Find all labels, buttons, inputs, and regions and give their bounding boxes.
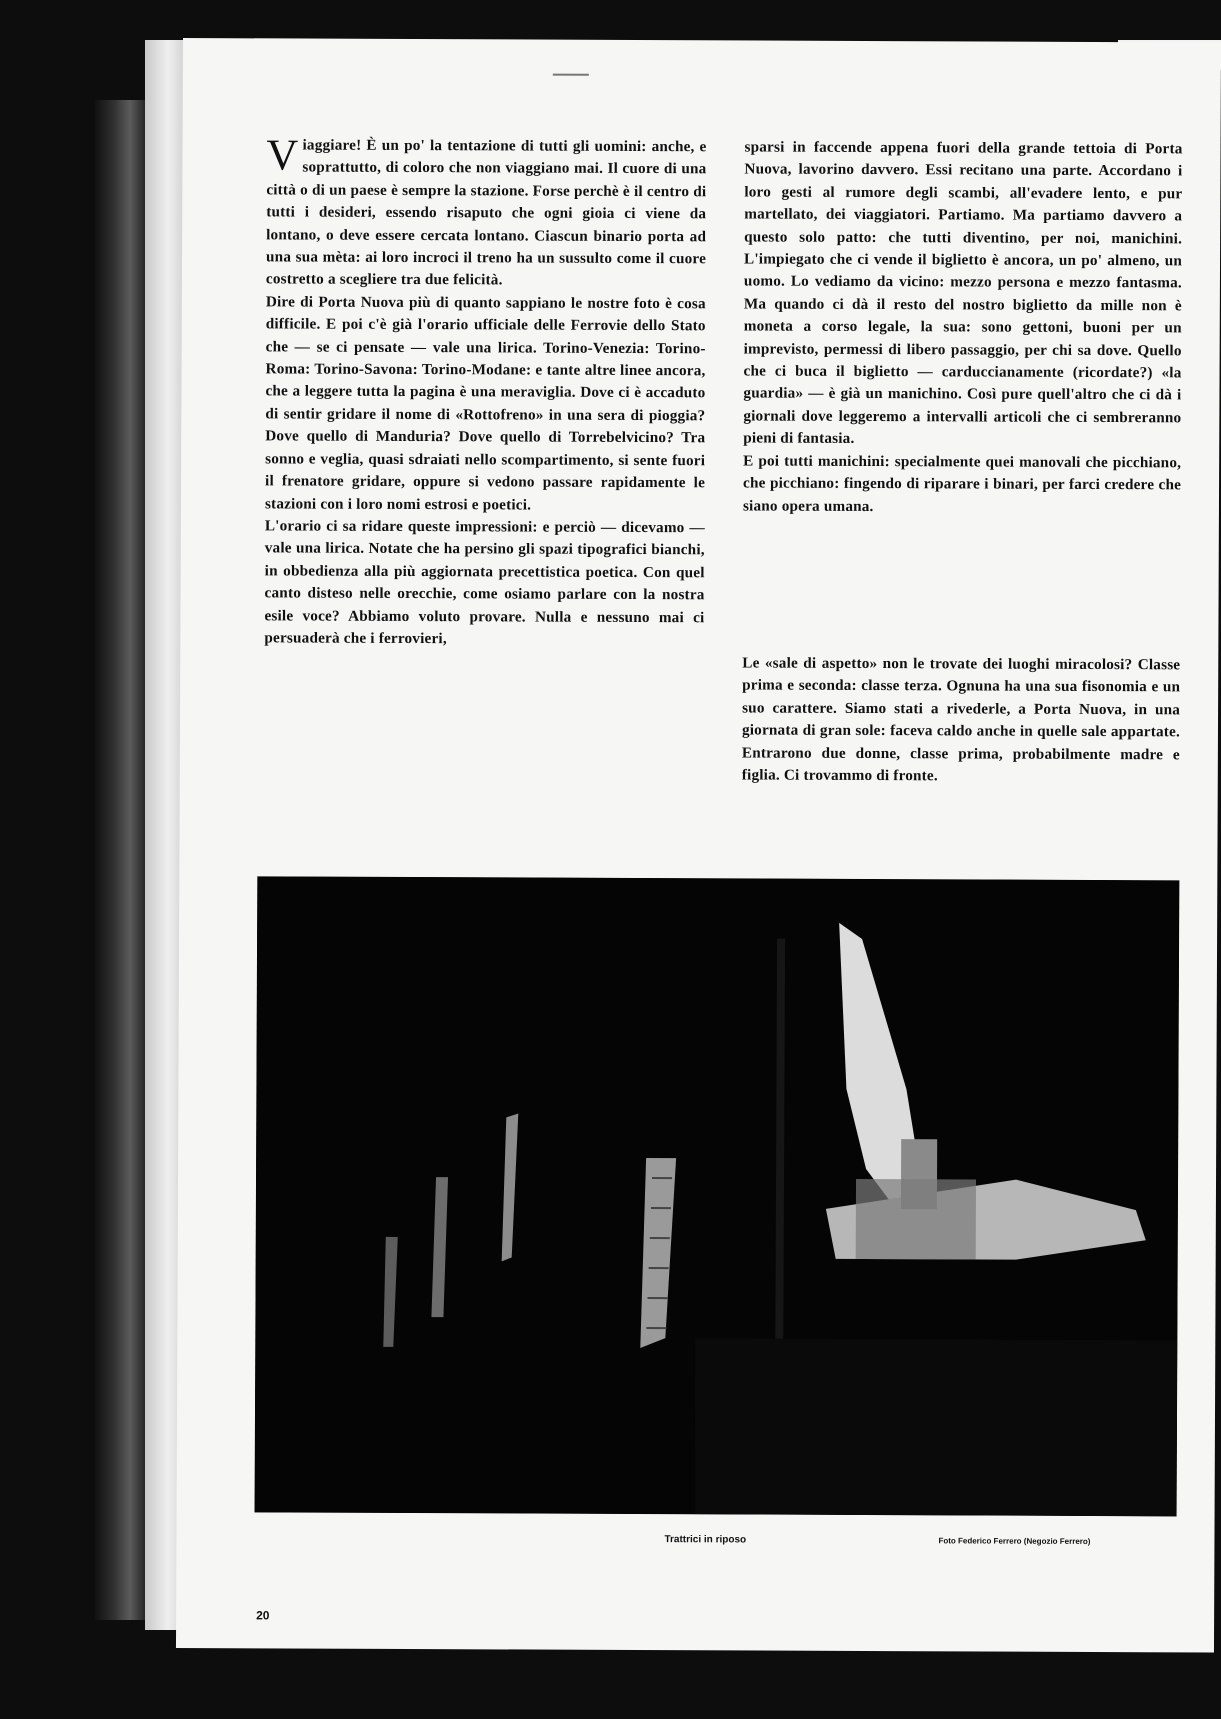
paragraph-1-text: iaggiare! È un po' la tentazione di tutti gli uomini: anche, e soprattutto, di coloro che non viaggiano mai. Il cuore di una città o di un paese è sempre la stazione. Forse perchè è il centro di tutti i desideri, essendo risaputo che ogni gioia ci viene da lontano, o deve essere cercata lontano. Ciascun binario porta ad una sua mèta: ai loro incroci il treno ha un sussulto come il cuore costretto a scegliere tra due felicità. — [265, 136, 707, 289]
paragraph-6: Le «sale di aspetto» non le trovate dei luoghi miracolosi? Classe prima e seconda: classe terza. Ognuna ha una sua fisonomia e un suo carattere. Siamo stati a rivederle, a Porta Nuova, in una giornata di gran sole: faceva caldo anche in quelle sale appartate. Entrarono due donne, classe prima, probabilmente madre e figlia. Ci trovammo di fronte. — [741, 654, 1181, 785]
paragraph-2: Dire di Porta Nuova più di quanto sappiano le nostre foto è cosa difficile. E poi c'è già l'orario ufficiale delle Ferrovie dello Stato che — se ci pensate — vale una lirica. Torino-Venezia: Torino-Roma: Torino-Savona: Torino-Modane: e tante altre linee ancora, che a leggere tutta la pagina è una meraviglia. Dove ci è accaduto di sentir gridare il nome di «Rottofreno» in una sera di pioggia? Dove quello di Manduria? Dove quello di Torrebelvicino? Tra sonno e veglia, quasi sdraiati nello scompartimento, si sente fuori il frenatore gridare, oppure si vedono passare rapidamente le stazioni con i loro nomi estrosi e poetici. — [264, 293, 706, 514]
page-number: 20 — [256, 1608, 270, 1623]
paragraph-4: sparsi in faccende appena fuori della grande tettoia di Porta Nuova, lavorino davvero. Essi recitano una parte. Accordano i loro gesti al rumore degli scambi, all'evadere lento, e pur martellato, dei viaggiatori. Partiamo. Ma partiamo davvero a questo solo patto: che tutti diventino, per noi, manichini. L'impiegato che ci vende il biglietto è ancora, un po' almeno, un uomo. Lo vediamo da vicino: mezzo persona e mezzo fantasma. Ma quando ci dà il resto del nostro biglietto da mille non è moneta a corso legale, la sua: sono gettoni, buoni per un imprevisto, permessi di libero passaggio, per chi sa dove. Quello che ci buca il biglietto — carduccianamente (ricordate?) «la guardia» — è già un manichino. Così pure quell'altro che ci dà i giornali dove leggeremo a intervalli articoli che ci sembreranno pieni di fantasia. — [743, 138, 1183, 448]
magazine-page — [176, 38, 1221, 1653]
locomotive-photo — [255, 876, 1180, 1516]
photo-illustration — [255, 876, 1180, 1516]
paragraph-5: E poi tutti manichini: specialmente quei manovali che picchiano, che picchiano: fingendo di riparare i binari, per farci credere che siano opera umana. — [742, 452, 1182, 515]
photo-credit: Foto Federico Ferrero (Negozio Ferrero) — [938, 1536, 1091, 1546]
photo-caption: Trattrici in riposo — [664, 1534, 747, 1546]
left-text-column — [264, 130, 707, 651]
right-text-column — [743, 136, 1183, 519]
right-text-block-2 — [742, 652, 1181, 788]
paragraph-1 — [265, 130, 707, 293]
drop-cap: V — [266, 130, 299, 180]
paragraph-3: L'orario ci sa ridare queste impressioni: e perciò — dicevamo — vale una lirica. Notate che ha persino gli spazi tipografici bianchi, in obbedienza alla più aggiornata precettistica poetica. Con quel canto disteso nelle orecchie, come osiamo parlare con la nostra esile voce? Abbiamo voluto provare. Nulla e nessuno mai ci persuaderà che i ferrovieri, — [264, 517, 705, 648]
top-mark — [553, 74, 589, 76]
adjacent-page-edge — [95, 100, 145, 1620]
